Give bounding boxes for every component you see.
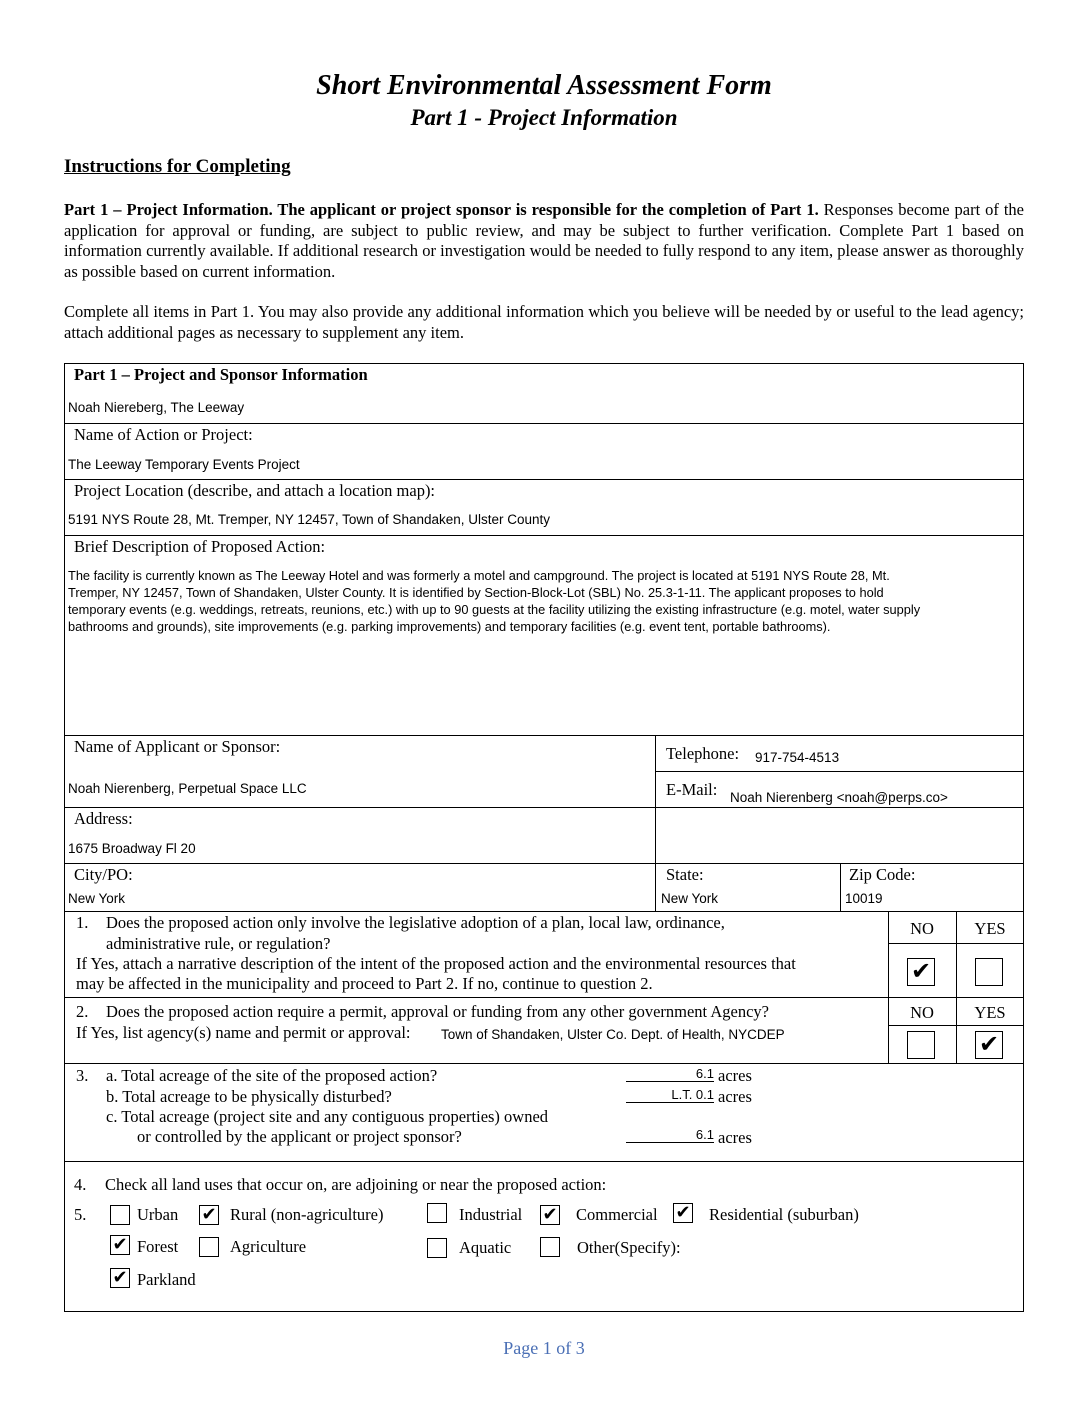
telephone-label: Telephone:: [666, 744, 740, 763]
check-icon: ✔: [201, 1204, 217, 1225]
q2-no-checkbox[interactable]: [907, 1031, 935, 1059]
project-location-field[interactable]: 5191 NYS Route 28, Mt. Tremper, NY 12457, Town of Shandaken, Ulster County: [68, 512, 551, 527]
description-field[interactable]: [68, 567, 1020, 635]
description-line: Tremper, NY 12457, Town of Shandaken, Ulster County. It is identified by Section-Block-Lot (SBL) No. 25.3-1-11. The applicant proposes to hold: [68, 585, 884, 600]
instructions-paragraph-2: Complete all items in Part 1. You may also provide any additional information which you believe will be needed by or useful to the lead agency; attach additional pages as necessary to supplement any item.: [64, 302, 1024, 342]
land-use-industrial-checkbox[interactable]: [427, 1203, 447, 1223]
zip-field[interactable]: 10019: [845, 891, 883, 906]
land-use-forest-checkbox[interactable]: [110, 1235, 130, 1255]
land-use-aquatic-label: Aquatic: [459, 1238, 512, 1257]
telephone-field[interactable]: 917-754-4513: [755, 750, 840, 765]
q3a-label: a. Total acreage of the site of the proposed action?: [106, 1066, 438, 1085]
q4-label: Check all land uses that occur on, are adjoining or near the proposed action:: [105, 1175, 607, 1194]
state-field[interactable]: New York: [661, 891, 719, 906]
address-label: Address:: [74, 809, 133, 828]
q2-agencies-field[interactable]: Town of Shandaken, Ulster Co. Dept. of Health, NYCDEP: [441, 1027, 785, 1042]
description-line: temporary events (e.g. weddings, retreats, reunions, etc.) with up to 90 guests at the facility utilizing the existing infrastructure (e.g. motel, water supply: [68, 602, 921, 617]
check-icon: ✔: [112, 1234, 128, 1255]
q2-text-line1: Does the proposed action require a permit, approval or funding from any other government Agency?: [106, 1002, 769, 1021]
land-use-commercial-checkbox[interactable]: [540, 1205, 560, 1225]
q3c-unit: acres: [718, 1128, 752, 1147]
check-icon: ✔: [542, 1204, 558, 1225]
project-location-label: Project Location (describe, and attach a location map):: [74, 481, 436, 500]
check-icon: ✔: [112, 1267, 128, 1288]
sponsor-value: Noah Niereberg, The Leeway: [68, 400, 245, 415]
land-use-rural-label: Rural (non-agriculture): [230, 1205, 384, 1224]
q1-text-line3: If Yes, attach a narrative description of the intent of the proposed action and the environmental resources that: [76, 954, 796, 973]
q5-number: 5.: [74, 1205, 87, 1224]
q1-no-header: NO: [910, 919, 934, 938]
state-label: State:: [666, 865, 704, 884]
land-use-forest-label: Forest: [137, 1237, 179, 1256]
land-use-parkland-checkbox[interactable]: [110, 1268, 130, 1288]
q1-yes-checkbox[interactable]: [975, 958, 1003, 986]
check-icon: ✔: [978, 1030, 1000, 1058]
q3a-unit: acres: [718, 1066, 752, 1085]
land-use-urban-label: Urban: [137, 1205, 179, 1224]
description-line: bathrooms and grounds), site improvements (e.g. parking improvements) and temporary facilities (e.g. event tent, portable bathrooms).: [68, 619, 831, 634]
address-field[interactable]: 1675 Broadway Fl 20: [68, 841, 196, 856]
email-label: E-Mail:: [666, 780, 718, 799]
zip-label: Zip Code:: [849, 865, 916, 884]
land-use-urban-checkbox[interactable]: [110, 1205, 130, 1225]
city-label: City/PO:: [74, 865, 133, 884]
q4-number: 4.: [74, 1175, 87, 1194]
q1-no-checkbox[interactable]: [907, 958, 935, 986]
form-box: [64, 363, 1024, 1312]
land-use-other-label: Other(Specify):: [577, 1238, 681, 1257]
q1-yes-header: YES: [974, 919, 1006, 938]
land-use-commercial-label: Commercial: [576, 1205, 658, 1224]
check-icon: ✔: [675, 1202, 691, 1223]
instructions-bold-lead: Part 1 – Project Information. The applicant or project sponsor is responsible for the completion of Part 1.: [64, 200, 819, 219]
description-label: Brief Description of Proposed Action:: [74, 537, 326, 556]
instructions-paragraph-1: [64, 200, 1024, 282]
action-name-label: Name of Action or Project:: [74, 425, 253, 444]
q2-number: 2.: [76, 1002, 89, 1021]
form-title: Short Environmental Assessment Form: [316, 70, 772, 101]
land-use-residential-checkbox[interactable]: [673, 1203, 693, 1223]
land-use-industrial-label: Industrial: [459, 1205, 523, 1224]
q3c-value-field[interactable]: 6.1: [695, 1127, 714, 1142]
page-number: Page 1 of 3: [503, 1338, 585, 1358]
section-heading: Part 1 – Project and Sponsor Information: [74, 365, 368, 384]
q3b-label: b. Total acreage to be physically disturbed?: [106, 1087, 392, 1106]
q1-text-line1: Does the proposed action only involve the legislative adoption of a plan, local law, ordinance,: [106, 913, 725, 932]
land-use-other-checkbox[interactable]: [540, 1237, 560, 1257]
action-name-field[interactable]: The Leeway Temporary Events Project: [68, 457, 300, 472]
description-line: The facility is currently known as The Leeway Hotel and was formerly a motel and campground. The project is located at 5191 NYS Route 28, Mt.: [68, 568, 890, 583]
q1-text-line2: administrative rule, or regulation?: [106, 934, 331, 953]
land-use-residential-label: Residential (suburban): [709, 1205, 859, 1224]
q3c-label-line2: or controlled by the applicant or project sponsor?: [137, 1127, 462, 1146]
q2-yes-checkbox[interactable]: [975, 1031, 1003, 1059]
q2-no-header: NO: [910, 1003, 934, 1022]
email-field[interactable]: Noah Nierenberg <noah@perps.co>: [730, 790, 948, 805]
applicant-label: Name of Applicant or Sponsor:: [74, 737, 281, 756]
land-use-rural-checkbox[interactable]: [199, 1205, 219, 1225]
q3b-value-field[interactable]: L.T. 0.1: [671, 1087, 714, 1102]
q2-yes-header: YES: [974, 1003, 1006, 1022]
q2-text-line2: If Yes, list agency(s) name and permit or approval:: [76, 1023, 411, 1042]
q3b-unit: acres: [718, 1087, 752, 1106]
q3a-value-field[interactable]: 6.1: [695, 1066, 714, 1081]
q3-number: 3.: [76, 1066, 89, 1085]
land-use-agriculture-label: Agriculture: [230, 1237, 307, 1256]
applicant-field[interactable]: Noah Nierenberg, Perpetual Space LLC: [68, 781, 307, 796]
check-icon: ✔: [910, 957, 932, 985]
form-subtitle: Part 1 - Project Information: [410, 105, 678, 130]
instructions-paragraph-1-text: Responses become part of the application for approval or funding, are subject to public review, and may be subject to further verification. Complete Part 1 based on information currently available. If additional research or investigation would be needed to fully respond to any item, please answer as thoroughly as possible based on current information.: [64, 200, 1024, 281]
q1-text-line4: may be affected in the municipality and proceed to Part 2. If no, continue to question 2.: [76, 974, 653, 993]
land-use-agriculture-checkbox[interactable]: [199, 1237, 219, 1257]
land-use-parkland-label: Parkland: [137, 1270, 196, 1289]
q3c-label-line1: c. Total acreage (project site and any contiguous properties) owned: [106, 1107, 549, 1126]
instructions-heading: Instructions for Completing: [64, 156, 291, 177]
q1-number: 1.: [76, 913, 89, 932]
city-field[interactable]: New York: [68, 891, 126, 906]
land-use-aquatic-checkbox[interactable]: [427, 1238, 447, 1258]
